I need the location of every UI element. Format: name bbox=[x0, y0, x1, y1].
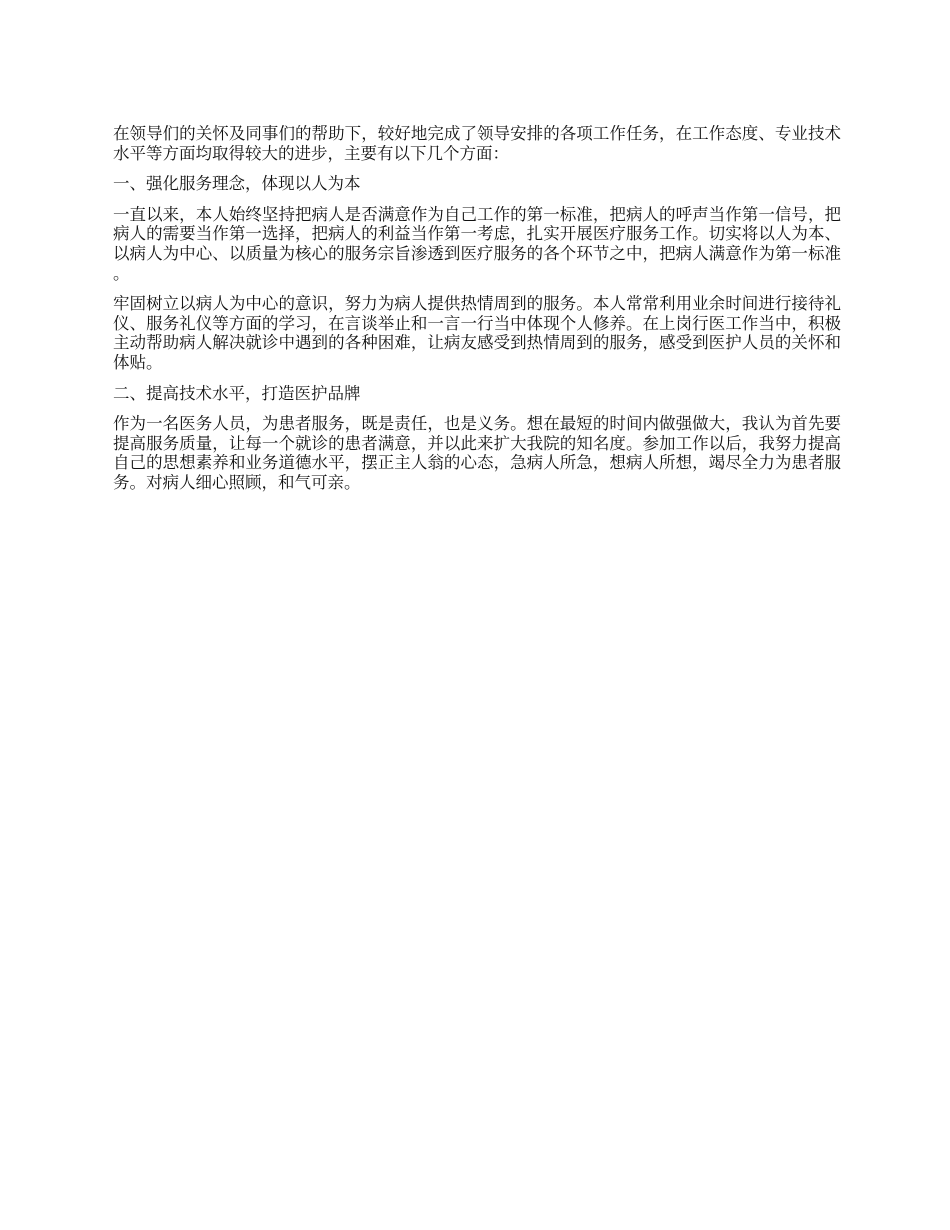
section-1-paragraph-1: 一直以来，本人始终坚持把病人是否满意作为自己工作的第一标准，把病人的呼声当作第一信号，把病人的需要当作第一选择，把病人的利益当作第一考虑，扎实开展医疗服务工作。切实将以人为本、以病人为中心、以质量为核心的服务宗旨渗透到医疗服务的各个环节之中，把病人满意作为第一标准。 bbox=[113, 204, 841, 283]
section-heading-2: 二、提高技术水平，打造医护品牌 bbox=[113, 383, 361, 403]
intro-paragraph: 在领导们的关怀及同事们的帮助下，较好地完成了领导安排的各项工作任务，在工作态度、专业技术水平等方面均取得较大的进步，主要有以下几个方面： bbox=[113, 124, 841, 163]
document-body bbox=[113, 124, 841, 504]
section-heading-1: 一、强化服务理念，体现以人为本 bbox=[113, 174, 361, 194]
section-1-paragraph-2: 牢固树立以病人为中心的意识，努力为病人提供热情周到的服务。本人常常利用业余时间进行接待礼仪、服务礼仪等方面的学习，在言谈举止和一言一行当中体现个人修养。在上岗行医工作当中，积极主动帮助病人解决就诊中遇到的各种困难，让病友感受到热情周到的服务，感受到医护人员的关怀和体贴。 bbox=[113, 294, 841, 372]
section-2-paragraph-1: 作为一名医务人员，为患者服务，既是责任，也是义务。想在最短的时间内做强做大，我认为首先要提高服务质量，让每一个就诊的患者满意，并以此来扩大我院的知名度。参加工作以后，我努力提高自己的思想素养和业务道德水平，摆正主人翁的心态，急病人所急，想病人所想，竭尽全力为患者服务。对病人细心照顾，和气可亲。 bbox=[113, 414, 841, 492]
